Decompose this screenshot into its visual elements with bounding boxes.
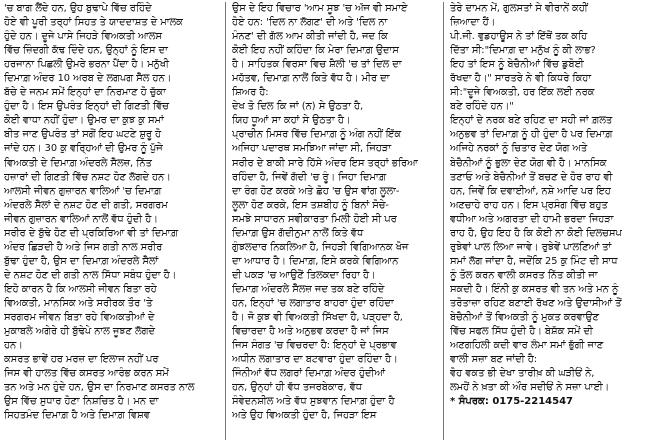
text-line: ਵਾਲੀ ਸਜ਼ਾ ਬਣ ਜਾਂਦੀ ਹੈ: bbox=[450, 354, 538, 366]
text-line: ਵਿੱਚ ਸਫਲ ਸਿੱਧ ਹੁੰਦੀ ਹੈ। ਬੇਸ਼ੱਕ ਸਮੇਂ ਦੀ bbox=[450, 326, 593, 338]
text-line: ਸ਼ਿਅਰ ਹੈ: bbox=[232, 87, 269, 99]
text-line: ਬੱਚੇ ਦੇ ਜਨਮ ਸਮੇਂ ਇਨ੍ਹਾਂ ਦਾ ਨਿਰਮਾਣ ਹੋ ਚੁੱਕਾ bbox=[4, 87, 166, 99]
text-line: ਹੋਏ ਵੀ ਪੂਰੀ ਤਰ੍ਹਾਂ ਸਿਹਤ ਤੇ ਯਾਦਦਾਸ਼ਤ ਦੇ ਮਾਲਕ bbox=[4, 17, 183, 29]
text-line: ਕੋਈ ਇਹ ਨਹੀਂ ਕਹਿੰਦਾ ਕਿ ਮੇਰਾ ਦਿਮਾਗ਼ ਉਦਾਸ bbox=[232, 45, 399, 57]
text-line: 'ਚ ਬਾਗ ਲੈਂਦੇ ਹਨ, ਉਹ ਬੁਢਾਪੇ ਵਿੱਚ ਰਹਿੰਦੇ bbox=[4, 3, 152, 14]
text-line: ਉਸ ਦੇ ਇਹ ਵਿਚਾਰ 'ਆਮ ਸੂਝ 'ਚ ਅੱਜ ਵੀ ਸਮਾਏ bbox=[232, 3, 408, 14]
text-line: ਤਣਾਓ ਅਤੇ ਬੇਚੈਨੀਆਂ ਤੋਂ ਬਚਣ ਦੇ ਹੋਰ ਰਾਹ ਵੀ bbox=[450, 171, 613, 183]
text-line: ਦਿਮਾਗ਼ ਅੰਦਰਲੇ ਸੈੱਲਜ਼ ਜਦ ਤਕ ਬਣੇ ਰਹਿੰਦੇ bbox=[232, 283, 385, 295]
text-line: ਜੀਵਨ ਗੁਜ਼ਾਰਨ ਵਾਲਿਆਂ ਨਾਲੋਂ ਵੱਧ ਹੁੰਦੀ ਹੈ। bbox=[4, 213, 158, 225]
text-line: ਬੀਤ ਜਾਣ ਉਪਰੰਤ ਤਾਂ ਸਗੋਂ ਇਹ ਘਟਣੇ ਸ਼ੁਰੂ ਹੋ bbox=[4, 129, 162, 141]
text-line: ਇਨ੍ਹਾਂ ਦੇ ਨਰਕ ਬਣੇ ਰਹਿਣ ਦਾ ਸਹੀ ਜਾਂ ਗ਼ਲਤ bbox=[450, 115, 613, 127]
text-line: ਹਨ। bbox=[4, 340, 23, 352]
text-line: ਅਣਚਾਹੇ ਰਾਹ ਹਨ। ਇਸ ਪ੍ਰਸੰਗ ਵਿੱਚ ਬਹੁਤ bbox=[450, 199, 608, 211]
text-line: ਸਰਗਰਮ ਜੀਵਨ ਬਿਤਾ ਰਹੇ ਵਿਅਕਤੀਆਂ ਦੇ bbox=[4, 312, 155, 324]
text-line: ਵਧੀਆ ਅਤੇ ਅਗਰਤਾ ਦੀ ਹਾਮੀ ਭਰਦਾ ਜਿਹੜਾ bbox=[450, 213, 614, 225]
text-line: ਮੰਨਣ' ਦੀ ਗੱਲ ਆਮ ਕੀਤੀ ਜਾਂਦੀ ਹੈ, ਜਦ ਕਿ bbox=[232, 31, 388, 43]
text-line: ਸਕਦੀ ਹੈ। ਇੰਨੀ ਕੁ ਕਸਰਤ ਵੀ ਤਨ ਅਤੇ ਮਨ ਨੂੰ bbox=[450, 283, 619, 295]
text-line: ਦਾ ਆਧਾਰ ਹੈ। ਦਿਮਾਗ਼, ਇਸੇ ਕਰਕੇ ਵਿਗਿਆਨ bbox=[232, 255, 399, 267]
text-line: ਮਹੱਤਵ, ਦਿਮਾਗ਼ ਨਾਲੋਂ ਕਿਤੇ ਵੱਧ ਹੈ। ਮੀਰ ਦਾ bbox=[232, 73, 390, 85]
text-line: ਅਜਿਹੇ ਨਰਕਾਂ ਨੂੰ ਚਿਤਾਰ ਦੇਣ ਯੋਗ ਅਤੇ bbox=[450, 143, 588, 155]
text-line: ਸਿਹਤਮੰਦ ਦਿਮਾਗ਼ ਹੈ ਅਤੇ ਦਿਮਾਗ਼ ਵਿਸ਼ਵ bbox=[4, 410, 150, 422]
text-line: ਹੈ। ਜੋ ਕੁਝ ਵੀ ਵਿਅਕਤੀ ਸਿੱਖਦਾ ਹੈ, ਪੜ੍ਹਦਾ ਹੈ, bbox=[232, 312, 403, 324]
text-line: ਵਿਚਾਰਦਾ ਹੈ ਅਤੇ ਅਨੁਭਵ ਕਰਦਾ ਹੈ ਜਾਂ ਜਿਸ bbox=[232, 326, 389, 338]
couplet-line: ਲਮਹੋਂ ਨੇ ਖ਼ਤਾ ਕੀ ਔਰ ਸਦੀਓਂ ਨੇ ਸਜ਼ਾ ਪਾਈ। bbox=[450, 382, 610, 394]
couplet-line: ਦੇਖ ਤੋ ਦਿਲ ਕਿ ਜਾਂ (ਨ) ਸੇ ਉਠਤਾ ਹੈ, bbox=[232, 101, 364, 113]
text-line: ਵਿਅਕਤੀ ਦੇ ਦਿਮਾਗ਼ ਅੰਦਰਲੇ ਸੈੱਲਜ਼, ਨਿੱਤ bbox=[4, 157, 152, 169]
text-line: ਗੁੰਝਲਦਾਰ ਨਿਕਲਿਆ ਹੈ, ਜਿਹੜੀ ਵਿਗਿਆਨਕ ਖੋਜ bbox=[232, 241, 409, 253]
article-column-2 bbox=[226, 2, 444, 440]
text-line: ਰੁਝੇਵਾਂ ਪਾਲ ਲਿਆ ਜਾਵੇ। ਰੁਝੇਵੇਂ ਪਾਲਣਿਆਂ ਤਾਂ bbox=[450, 241, 612, 253]
text-line: ਅੰਦਰ ਛਿੜਦੀ ਹੈ ਅਤੇ ਜਿਸ ਗਤੀ ਨਾਲ ਸਰੀਰ bbox=[4, 241, 163, 253]
text-line: ਸਰੀਰ ਦੇ ਬੁੱਢੇ ਹੋਣ ਦੀ ਪ੍ਰਕਿਰਿਆ ਵੀ ਤਾਂ ਦਿਮਾਗ਼ bbox=[4, 227, 178, 239]
article-column-1 bbox=[4, 2, 226, 440]
text-line: ਵਿੱਚ ਜ਼ਿੰਦਗੀ ਕੱਢ ਦਿੰਦੇ ਹਨ, ਉਨ੍ਹਾਂ ਨੂੰ ਇਸ ਦਾ bbox=[4, 45, 168, 57]
text-line: ਜਾਂਦੇ ਹਨ। 30 ਕੁ ਵਰ੍ਹਿਆਂ ਦੀ ਉਮਰ ਨੂੰ ਪੁੱਜੇ bbox=[4, 143, 163, 155]
text-line: ਹਨ, ਇਨ੍ਹਾਂ 'ਚ ਲਗਾਤਾਰ ਬਾਹਰਾ ਹੁੰਦਾ ਰਹਿੰਦਾ bbox=[232, 297, 394, 309]
text-line: ਰਾਹ ਹੈ, ਉਹ ਇਹ ਹੈ ਕਿ ਕੋਈ ਨਾ ਕੋਈ ਦਿਲਚਸਪ bbox=[450, 227, 622, 239]
couplet-line: ਯਿਹ ਧੂਆਂ ਸਾ ਕਹਾਂ ਸੇ ਉਠਤਾ ਹੈ। bbox=[232, 115, 351, 127]
text-line: ਉਸ ਵਿੱਚ ਸੁਧਾਰ ਹੋਣਾ ਨਿਸ਼ਚਿਤ ਹੈ। ਮਨ ਦਾ bbox=[4, 396, 159, 408]
text-line: ਅਧੀਨ ਲਗਾਤਾਰ ਦਾ ਬਟਵਾਰਾ ਹੁੰਦਾ ਰਹਿੰਦਾ ਹੈ। bbox=[232, 354, 398, 366]
text-line: ਹੁੰਦਾ ਹੈ। ਇਸ ਉਪਰੰਤ ਇਨ੍ਹਾਂ ਦੀ ਗਿਣਤੀ ਵਿੱਚ bbox=[4, 101, 169, 113]
couplet-line: ਵੋਹ ਵਕਤ ਭੀ ਦੇਖਾ ਤਾਰੀਖ਼ ਕੀ ਘੜੀਓਂ ਨੇ, bbox=[450, 368, 595, 380]
text-line: ਲੂਲਾ ਹੋਣ ਕਰਕੇ, ਇਸ ਤਸ਼ਬੀਹ ਨੂੰ ਬਿਨਾਂ ਸੋਚੇ- bbox=[232, 199, 389, 211]
text-line: ਵਿਅਕਤੀ, ਮਾਨਸਿਕ ਅਤੇ ਸਰੀਰਕ ਤੌਰ 'ਤੇ bbox=[4, 297, 153, 309]
text-line: ਅਨੁਭਵ ਤਾਂ ਦਿਮਾਗ਼ ਨੂੰ ਹੀ ਹੁੰਦਾ ਹੈ ਪਰ ਦਿਮਾਗ਼ bbox=[450, 129, 613, 141]
text-line: ਅਤੇ ਉਹ ਵਿਅਕਤੀ ਹੁੰਦਾ ਹੈ, ਜਿਹੜਾ ਇਸ bbox=[232, 410, 377, 422]
text-line: ਜਿਸ ਵੀ ਹਾਲਤ ਵਿੱਚ ਕਸਰਤ ਆਰੰਭ ਕਰਨ ਸਮੇਂ bbox=[4, 368, 169, 380]
text-line: ਅਜਿਹਾ ਪਦਾਰਥ ਸਮਝਿਆ ਜਾਂਦਾ ਸੀ, ਜਿਹੜਾ bbox=[232, 143, 392, 155]
text-line: ਹੁੰਦੇ ਹਨ। ਦੂਜੇ ਪਾਸੇ ਜਿਹੜੇ ਵਿਅਕਤੀ ਆਲਸ bbox=[4, 31, 162, 43]
text-line: ਮੁਕਾਬਲੇ ਅਗੇਰੇ ਹੀ ਬੁੱਢੇਪੇ ਨਾਲ ਜੂਝਣ ਲੱਗਦੇ bbox=[4, 326, 155, 338]
text-line: ਅੰਦਰਲੇ ਸੈੱਲਾਂ ਦੇ ਨਸ਼ਟ ਹੋਣ ਦੀ ਗਤੀ, ਸਰਗਰਮ bbox=[4, 199, 168, 211]
text-line: ਬੁੱਢਾ ਹੁੰਦਾ ਹੈ, ਉਸ ਦਾ ਦਿਮਾਗ਼ ਅੰਦਰਲੇ ਸੈੱਲਾਂ bbox=[4, 255, 159, 267]
text-line: ਦਿੱਤਾ ਸੀ:"ਦਿਮਾਗ਼ ਦਾ ਮਨੁੱਖ ਨੂੰ ਕੀ ਲਾਭ? bbox=[450, 45, 596, 57]
text-line: ਤਨ ਅਤੇ ਮਨ ਹੁੰਦੇ ਹਨ, ਉਸ ਦਾ ਨਿਰਮਾਣ ਕਸਰਤ ਨਾਲ bbox=[4, 382, 195, 394]
text-line: ਪ੍ਰਾਚੀਨ ਮਿਸਰ ਵਿੱਚ ਦਿਮਾਗ਼ ਨੂੰ ਅੰਗ ਨਹੀਂ ਇੱਕ bbox=[232, 129, 402, 141]
text-line: ਕਸਰਤ ਭਾਵੇਂ ਹਰ ਮਰਜ਼ ਦਾ ਇਲਾਜ ਨਹੀਂ ਪਰ bbox=[4, 354, 159, 366]
text-line: ਹੈ। ਸਾਹਿਤਕ ਵਿਰਸਾ ਵਿਚ ਸ਼ੈਲੀ 'ਚ ਤਾਂ ਦਿਲ ਦਾ bbox=[232, 59, 402, 71]
text-line: ਹਨ, ਉਨ੍ਹਾਂ ਹੀ ਵੱਧ ਤਜਰਬੇਕਾਰ, ਵੱਧ bbox=[232, 382, 362, 394]
text-line: ਕੋਈ ਵਾਧਾ ਨਹੀਂ ਹੁੰਦਾ। ਉਮਰ ਦਾ ਕੁਝ ਕੁ ਸਮਾਂ bbox=[4, 115, 164, 127]
text-line: ਹਰਜਾਨਾ ਪਿਛਲੀ ਉਮਰੇ ਭਰਨਾ ਪੈਂਦਾ ਹੈ। ਮਨੁੱਖੀ bbox=[4, 59, 169, 71]
text-line: ਬੇਚੈਨੀਆਂ ਨੂੰ ਭੁਲਾ ਦੇਣ ਯੋਗ ਵੀ ਹੈ। ਮਾਨਸਿਕ bbox=[450, 157, 607, 169]
text-line: ਹੋਏ ਹਨ: 'ਦਿਲ ਨਾ ਲੱਗਣ' ਦੀ ਅਤੇ 'ਦਿਲ ਨਾ bbox=[232, 17, 388, 29]
text-line: ਅਣਗਹਿਲੀ ਕਦੀ ਵਾਰ ਲੰਮਾ ਸਮਾਂ ਭੁੱਗੀ ਜਾਣ bbox=[450, 340, 604, 352]
text-line: ਦਿਮਾਗ਼ ਅੰਦਰ 10 ਅਰਬ ਦੇ ਲਗਪਗ ਸੈੱਲ ਹਨ। bbox=[4, 73, 172, 85]
text-line: ਸੰਵੇਦਨਸ਼ੀਲ ਅਤੇ ਵੱਧ ਸੁਝਵਾਨ ਦਿਮਾਗ਼ ਹੁੰਦਾ ਹੈ bbox=[232, 396, 395, 408]
couplet-line: ਜ਼ਿਆਦਾ ਹੈਂ। bbox=[450, 17, 496, 29]
text-line: ਪੀ.ਜੀ. ਵੁਡਹਾਊਸ ਨੇ ਤਾਂ ਇੱਥੋਂ ਤਕ ਕਹਿ bbox=[450, 31, 588, 43]
text-line: ਸੀ:"ਦੂਜੇ ਵਿਅਕਤੀ, ਹਰ ਇੱਕ ਲਈ ਨਰਕ bbox=[450, 87, 595, 99]
text-line: ਦਿਮਾਗ਼ ਉਸ ਗੱਦੀਨੁਮਾ ਨਾਲੋਂ ਕਿਤੇ ਵੱਧ bbox=[232, 227, 364, 239]
text-line: ਸਮਝੇ ਸਾਧਾਰਨ ਸਵੀਕਾਰਤਾ ਮਿਲੀ ਹੋਈ ਸੀ ਪਰ bbox=[232, 213, 397, 225]
text-line: ਰਹਿੰਦਾ ਹੈ, ਜਿਵੇਂ ਗੱਦੀ 'ਚ ਰੂੰ। ਜਿਹਾ ਦਿਮਾਗ਼ bbox=[232, 171, 387, 183]
text-line: ਰੱਖਦਾ ਹੈ।" ਸਾਰਤਰੇ ਨੇ ਵੀ ਕਿਧਰੇ ਕਿਹਾ bbox=[450, 73, 592, 85]
text-line: ਆਲਸੀ ਜੀਵਨ ਗੁਜ਼ਾਰਨ ਵਾਲਿਆਂ 'ਚ ਦਿਮਾਗ਼ bbox=[4, 185, 162, 197]
text-line: ਬੇਚੈਨੀਆਂ ਤੋਂ ਵਿਅਕਤੀ ਨੂੰ ਮੁਕਤ ਕਰਵਾਉਣ bbox=[450, 312, 599, 324]
text-line: ਬਣੇ ਰਹਿੰਦੇ ਹਨ।" bbox=[450, 101, 514, 113]
text-line: ਜਿਸ ਸੰਗਤ 'ਚ ਵਿਚਰਦਾ ਹੈ: ਇਨ੍ਹਾਂ ਦੇ ਪ੍ਰਭਾਵ bbox=[232, 340, 397, 352]
text-line: ਦੇ ਨਸ਼ਟ ਹੋਣ ਦੀ ਗਤੀ ਨਾਲ ਸਿੱਧਾ ਸਬੰਧ ਹੁੰਦਾ ਹੈ। bbox=[4, 269, 177, 281]
text-line: ਸਰੀਰ ਦੇ ਬਾਕੀ ਸਾਰੇ ਹਿੱਸੇ ਅੰਦਰ ਇਸ ਤਰ੍ਹਾਂ ਭਰਿਆ bbox=[232, 157, 418, 169]
text-line: ਜਿੰਨੀਆਂ ਵੱਧ ਲਗਰਾਂ ਦਿਮਾਗ਼ ਅੰਦਰ ਹੁੰਦੀਆਂ bbox=[232, 368, 385, 380]
text-line: ਤਰੋਤਾਜ਼ਾ ਰਹਿਣ ਬਣਾਈ ਰੱਖਣ ਅਤੇ ਉਦਾਸੀਆਂ ਤੋਂ bbox=[450, 297, 622, 309]
text-line: ਇਹੋ ਕਾਰਨ ਹੈ ਕਿ ਆਲਸੀ ਜੀਵਨ ਬਿਤਾ ਰਹੇ bbox=[4, 283, 157, 295]
text-line: ਦਾ ਰੰਗ ਹੋਣ ਕਰਕੇ ਅਤੇ ਛੋਹ 'ਚ ਉਸ ਵਾਂਗ ਲੂਲਾ- bbox=[232, 185, 400, 197]
text-line: ਹਨ, ਜਿਵੇਂ ਕਿ ਦਵਾਈਆਂ, ਨਸ਼ੇ ਆਦਿ ਪਰ ਇਹ bbox=[450, 185, 611, 197]
text-line: ਨੂੰ ਤੋਲ ਕਰਨ ਵਾਲੀ ਕਸਰਤ ਨਿੱਤ ਕੀਤੀ ਜਾ bbox=[450, 269, 598, 281]
text-line: ਸਮਾਂ ਲੱਗ ਜਾਂਦਾ ਹੈ, ਜਦੋਂਕਿ 25 ਕੁ ਮਿੰਟ ਦੀ ਸਾਧ bbox=[450, 255, 618, 267]
contact-info: * ਸੰਪਰਕ: 0175-2214547 bbox=[450, 396, 574, 408]
text-line: ਦੀ ਪਕੜ 'ਚ ਆਉਣੋਂ ਤਿਲਕਦਾ ਰਿਹਾ ਹੈ। bbox=[232, 269, 376, 281]
text-line: ਹਜ਼ਾਰਾਂ ਦੀ ਗਿਣਤੀ ਵਿੱਚ ਨਸ਼ਟ ਹੋਣ ਲੱਗਦੇ ਹਨ। bbox=[4, 171, 171, 183]
couplet-line: ਤੇਰੇ ਦਾਮਨ ਮੇਂ, ਗੁਲਸਤਾਂ ਸੇ ਵੀਰਾਨੇਂ ਕਹੀਂ bbox=[450, 3, 588, 14]
article-column-3 bbox=[444, 2, 654, 440]
text-line: ਇਹ ਤਾਂ ਇਸ ਨੂੰ ਬੇਚੈਨੀਆਂ ਵਿੱਚ ਡੁਬੋਈ bbox=[450, 59, 584, 71]
